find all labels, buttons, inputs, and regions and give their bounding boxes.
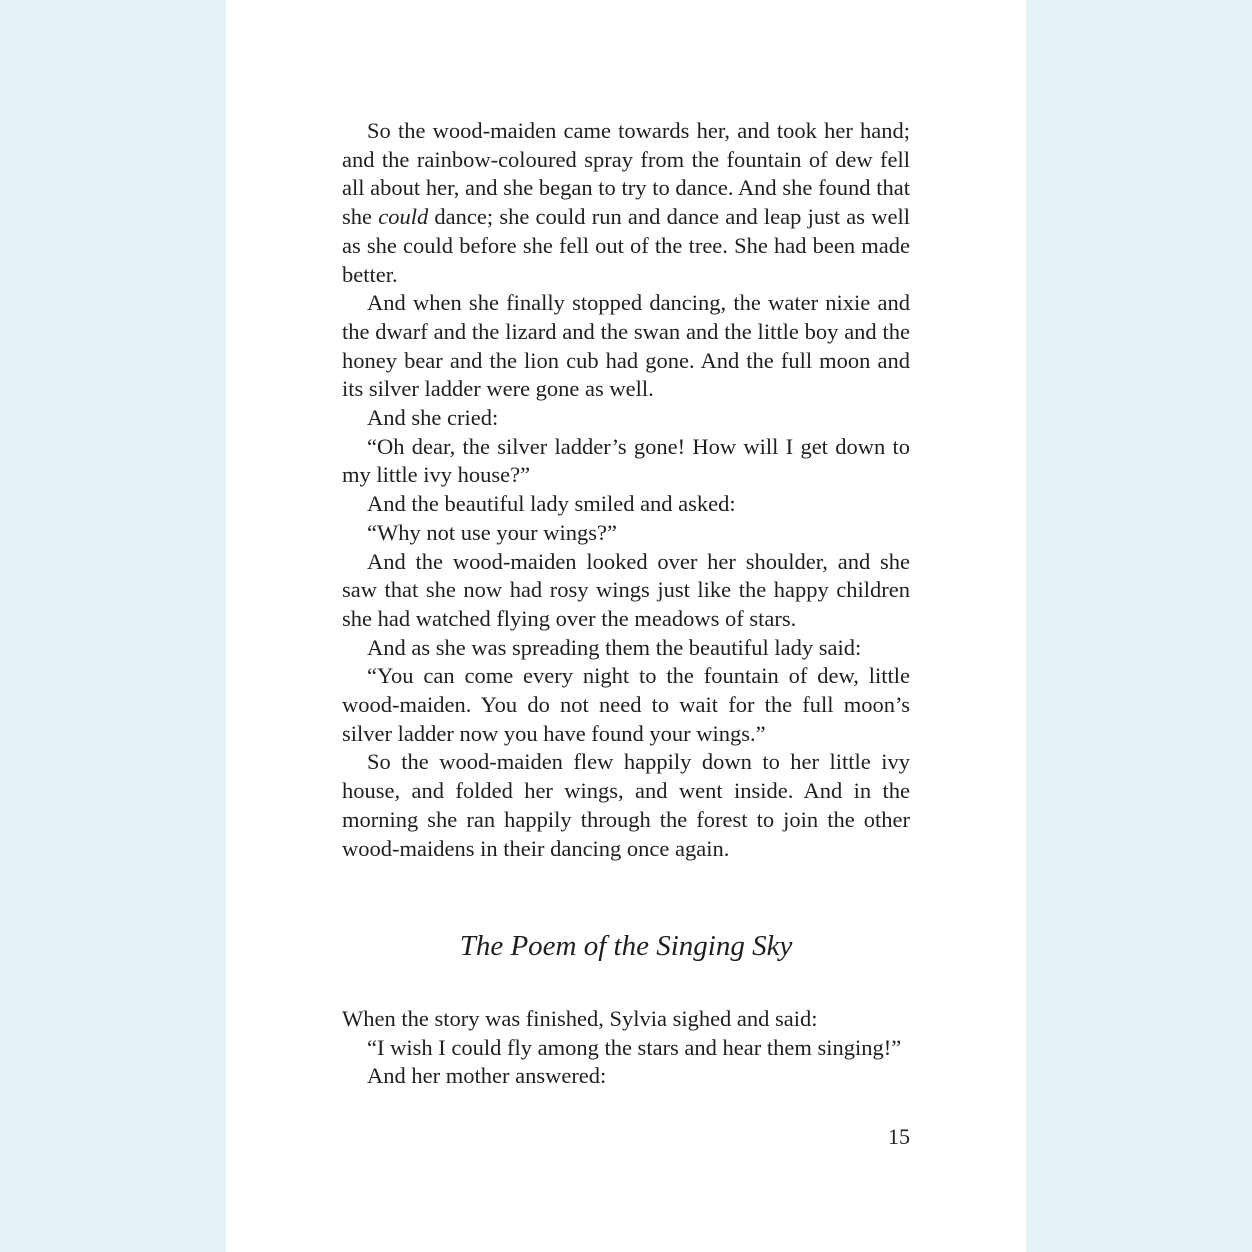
paragraph: And her mother answered: [367, 1063, 607, 1089]
story-text [342, 117, 910, 863]
paragraph: “Why not use your wings?” [367, 519, 617, 545]
book-page [226, 0, 1026, 1252]
paragraph: So the wood-maiden flew happily down to her little ivy house, and folded her wings, and went inside. And in the morning she ran happily through the forest to join the other wood-maidens in their dancing once again. [342, 749, 910, 861]
paragraph: “I wish I could fly among the stars and hear them singing!” [367, 1034, 902, 1060]
paragraph: And as she was spreading them the beautiful lady said: [367, 634, 862, 660]
page-number: 15 [888, 1124, 910, 1149]
chapter-title: The Poem of the Singing Sky [459, 930, 793, 962]
paragraph: And the wood-maiden looked over her shoulder, and she saw that she now had rosy wings just like the happy children she had watched flying over the meadows of stars. [342, 548, 910, 631]
italic-word: could [378, 204, 429, 230]
paragraph: And the beautiful lady smiled and asked: [367, 491, 736, 517]
paragraph: “Oh dear, the silver ladder’s gone! How will I get down to my little ivy house?” [342, 433, 910, 488]
poem-intro-text [342, 1005, 910, 1091]
paragraph-text: So the wood-maiden came towards her, and took her hand; and the rainbow-coloured spray from the fountain of dew fell all about her, and she began to try to dance. And she found that she [342, 118, 910, 230]
paragraph: And she cried: [367, 405, 499, 431]
paragraph: And when she finally stopped dancing, the water nixie and the dwarf and the lizard and the swan and the little boy and the honey bear and the lion cub had gone. And the full moon and its silver ladder were gone as well. [342, 290, 910, 402]
paragraph [342, 117, 910, 289]
paragraph: When the story was finished, Sylvia sighed and said: [342, 1006, 818, 1031]
paragraph-text: dance; she could run and dance and leap just as well as she could before she fell out of the tree. She had been made better. [342, 204, 910, 287]
paragraph: “You can come every night to the fountain of dew, little wood-maiden. You do not need to wait for the full moon’s silver ladder now you have found your wings.” [342, 663, 910, 746]
